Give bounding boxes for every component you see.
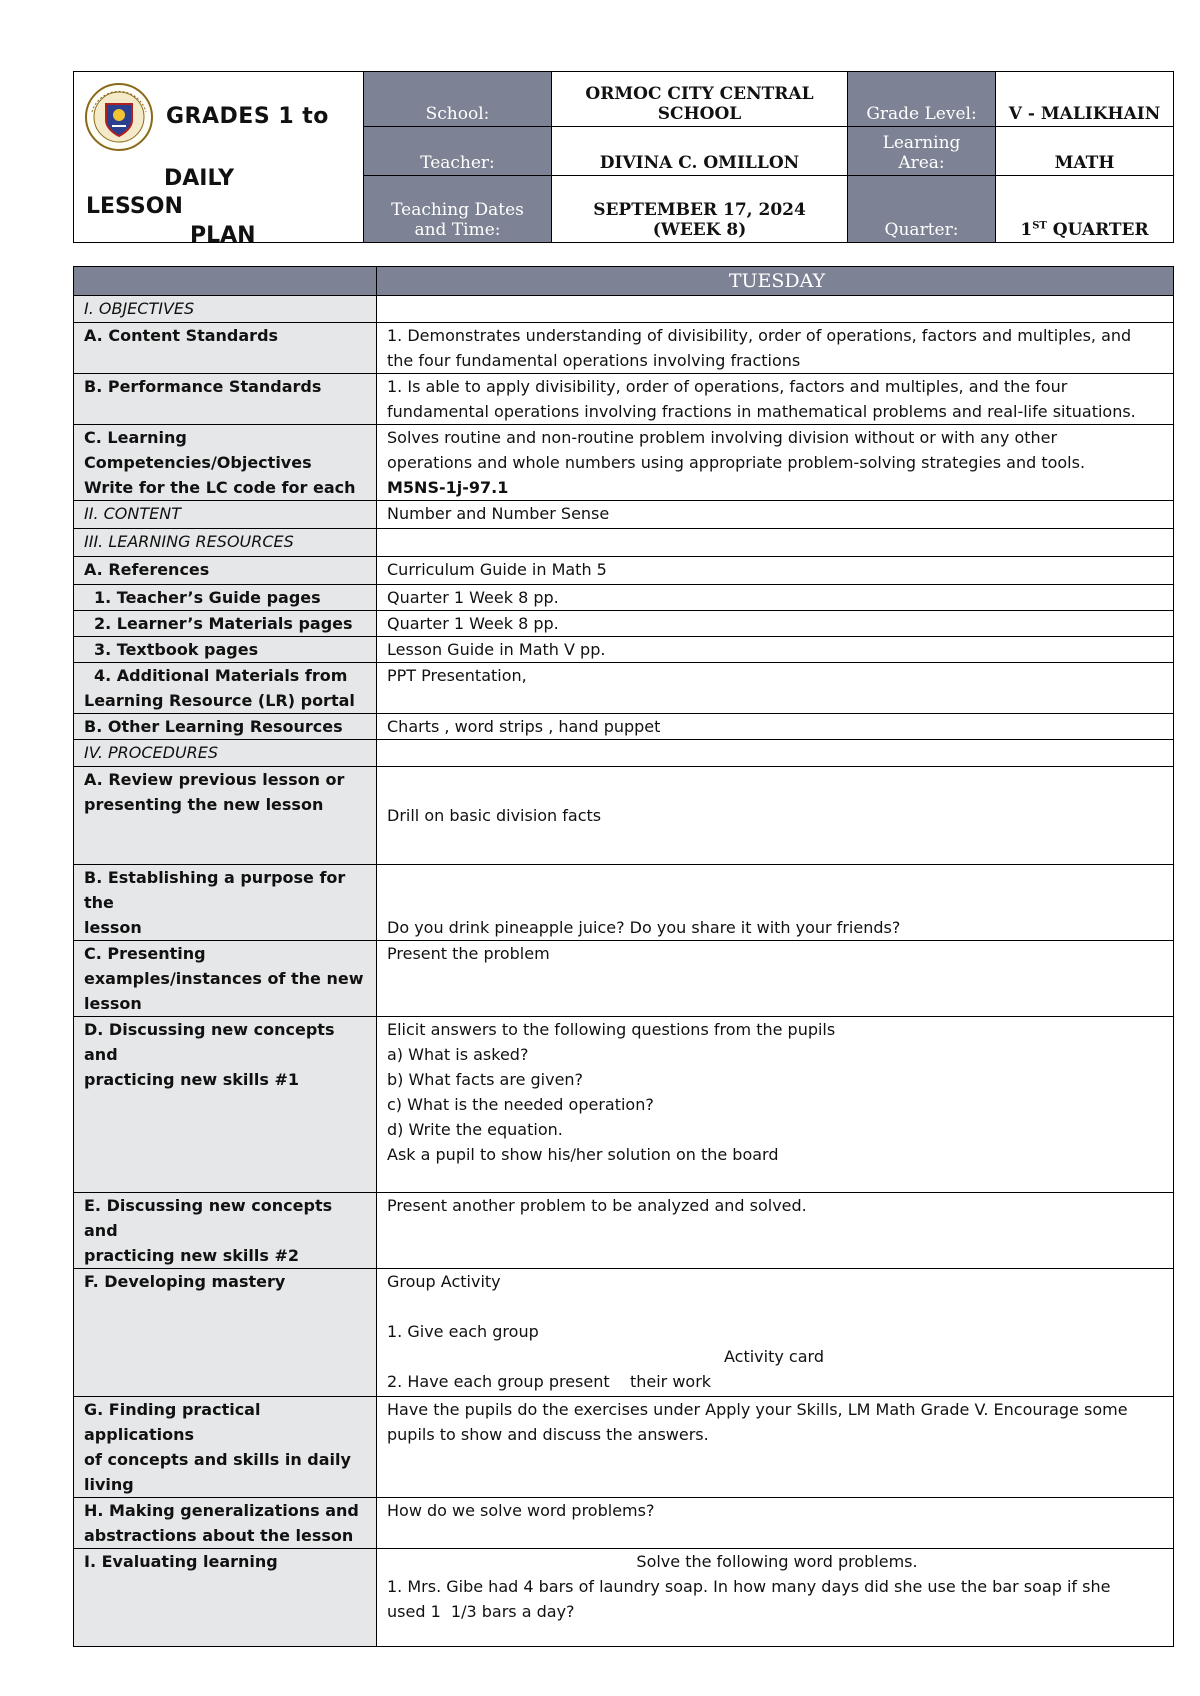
content-standards-label: A. Content Standards [74,323,377,374]
purpose-label: B. Establishing a purpose for the lesson [74,865,377,941]
review-lesson-label: A. Review previous lesson or presenting the new lesson [74,767,377,865]
procedures-value [377,740,1174,767]
dates-value: SEPTEMBER 17, 2024 (WEEK 8) [552,175,848,242]
competencies-label: C. Learning Competencies/Objectives Write for the LC code for each [74,425,377,501]
learners-materials-value: Quarter 1 Week 8 pp. [377,611,1174,637]
content-standards-value: 1. Demonstrates understanding of divisibility, order of operations, factors and multiples, and the four fundamental operations involving fractions [377,323,1174,374]
textbook-label: 3. Textbook pages [74,637,377,663]
content-label: II. CONTENT [74,501,377,529]
area-value: MATH [996,126,1174,175]
title-line-4: PLAN [190,223,256,248]
title-line-1: GRADES 1 to [166,104,329,129]
title-line-3: LESSON [86,194,183,219]
additional-materials-label: 4. Additional Materials from Learning Resource (LR) portal [74,663,377,714]
quarter-value: 1ST QUARTER [996,175,1174,242]
grade-label: Grade Level: [848,72,996,127]
performance-standards-label: B. Performance Standards [74,374,377,425]
practical-applications-value: Have the pupils do the exercises under Apply your Skills, LM Math Grade V. Encourage some pupils to show and discuss the answers. [377,1397,1174,1498]
textbook-value: Lesson Guide in Math V pp. [377,637,1174,663]
developing-mastery-label: F. Developing mastery [74,1269,377,1397]
references-value: Curriculum Guide in Math 5 [377,557,1174,585]
discussing-1-label: D. Discussing new concepts and practicing new skills #1 [74,1017,377,1193]
other-resources-value: Charts , word strips , hand puppet [377,714,1174,740]
review-lesson-value: Drill on basic division facts [377,767,1174,865]
generalizations-value: How do we solve word problems? [377,1498,1174,1549]
references-label: A. References [74,557,377,585]
teachers-guide-label: 1. Teacher’s Guide pages [74,585,377,611]
day-header-blank [74,267,377,296]
resources-value [377,529,1174,557]
discussing-2-value: Present another problem to be analyzed and solved. [377,1193,1174,1269]
competencies-value: Solves routine and non-routine problem involving division without or with any other operations and whole numbers using appropriate problem-solving strategies and tools. M5NS-1j-97.1 [377,425,1174,501]
procedures-label: IV. PROCEDURES [74,740,377,767]
presenting-examples-label: C. Presenting examples/instances of the new lesson [74,941,377,1017]
other-resources-label: B. Other Learning Resources [74,714,377,740]
day-header: TUESDAY [377,267,1174,296]
developing-mastery-value: Group Activity 1. Give each group Activity card 2. Have each group present their work [377,1269,1174,1397]
generalizations-label: H. Making generalizations and abstractions about the lesson [74,1498,377,1549]
objectives-value [377,296,1174,323]
additional-materials-value: PPT Presentation, [377,663,1174,714]
school-value: ORMOC CITY CENTRAL SCHOOL [552,72,848,127]
discussing-2-label: E. Discussing new concepts and practicing new skills #2 [74,1193,377,1269]
grade-value: V - MALIKHAIN [996,72,1174,127]
objectives-label: I. OBJECTIVES [74,296,377,323]
evaluating-label: I. Evaluating learning [74,1549,377,1647]
lesson-plan-table [73,266,1174,1647]
learners-materials-label: 2. Learner’s Materials pages [74,611,377,637]
discussing-1-value: Elicit answers to the following questions from the pupils a) What is asked? b) What facts are given? c) What is the needed operation? d) Write the equation. Ask a pupil to show his/her solution on the board [377,1017,1174,1193]
content-value: Number and Number Sense [377,501,1174,529]
teacher-value: DIVINA C. OMILLON [552,126,848,175]
resources-label: III. LEARNING RESOURCES [74,529,377,557]
deped-seal-icon [84,82,154,152]
purpose-value: Do you drink pineapple juice? Do you share it with your friends? [377,865,1174,941]
dates-label: Teaching Dates and Time: [364,175,552,242]
teacher-label: Teacher: [364,126,552,175]
evaluating-value: Solve the following word problems. 1. Mrs. Gibe had 4 bars of laundry soap. In how many days did she use the bar soap if she used 1 1/3 bars a day? [377,1549,1174,1647]
title-cell [74,72,364,248]
performance-standards-value: 1. Is able to apply divisibility, order of operations, factors and multiples, and the four fundamental operations involving fractions in mathematical problems and real-life situations. [377,374,1174,425]
area-label: Learning Area: [848,126,996,175]
presenting-examples-value: Present the problem [377,941,1174,1017]
teachers-guide-value: Quarter 1 Week 8 pp. [377,585,1174,611]
practical-applications-label: G. Finding practical applications of concepts and skills in daily living [74,1397,377,1498]
quarter-label: Quarter: [848,175,996,242]
title-line-2: DAILY [164,166,234,191]
school-label: School: [364,72,552,127]
header-table [73,71,1174,248]
